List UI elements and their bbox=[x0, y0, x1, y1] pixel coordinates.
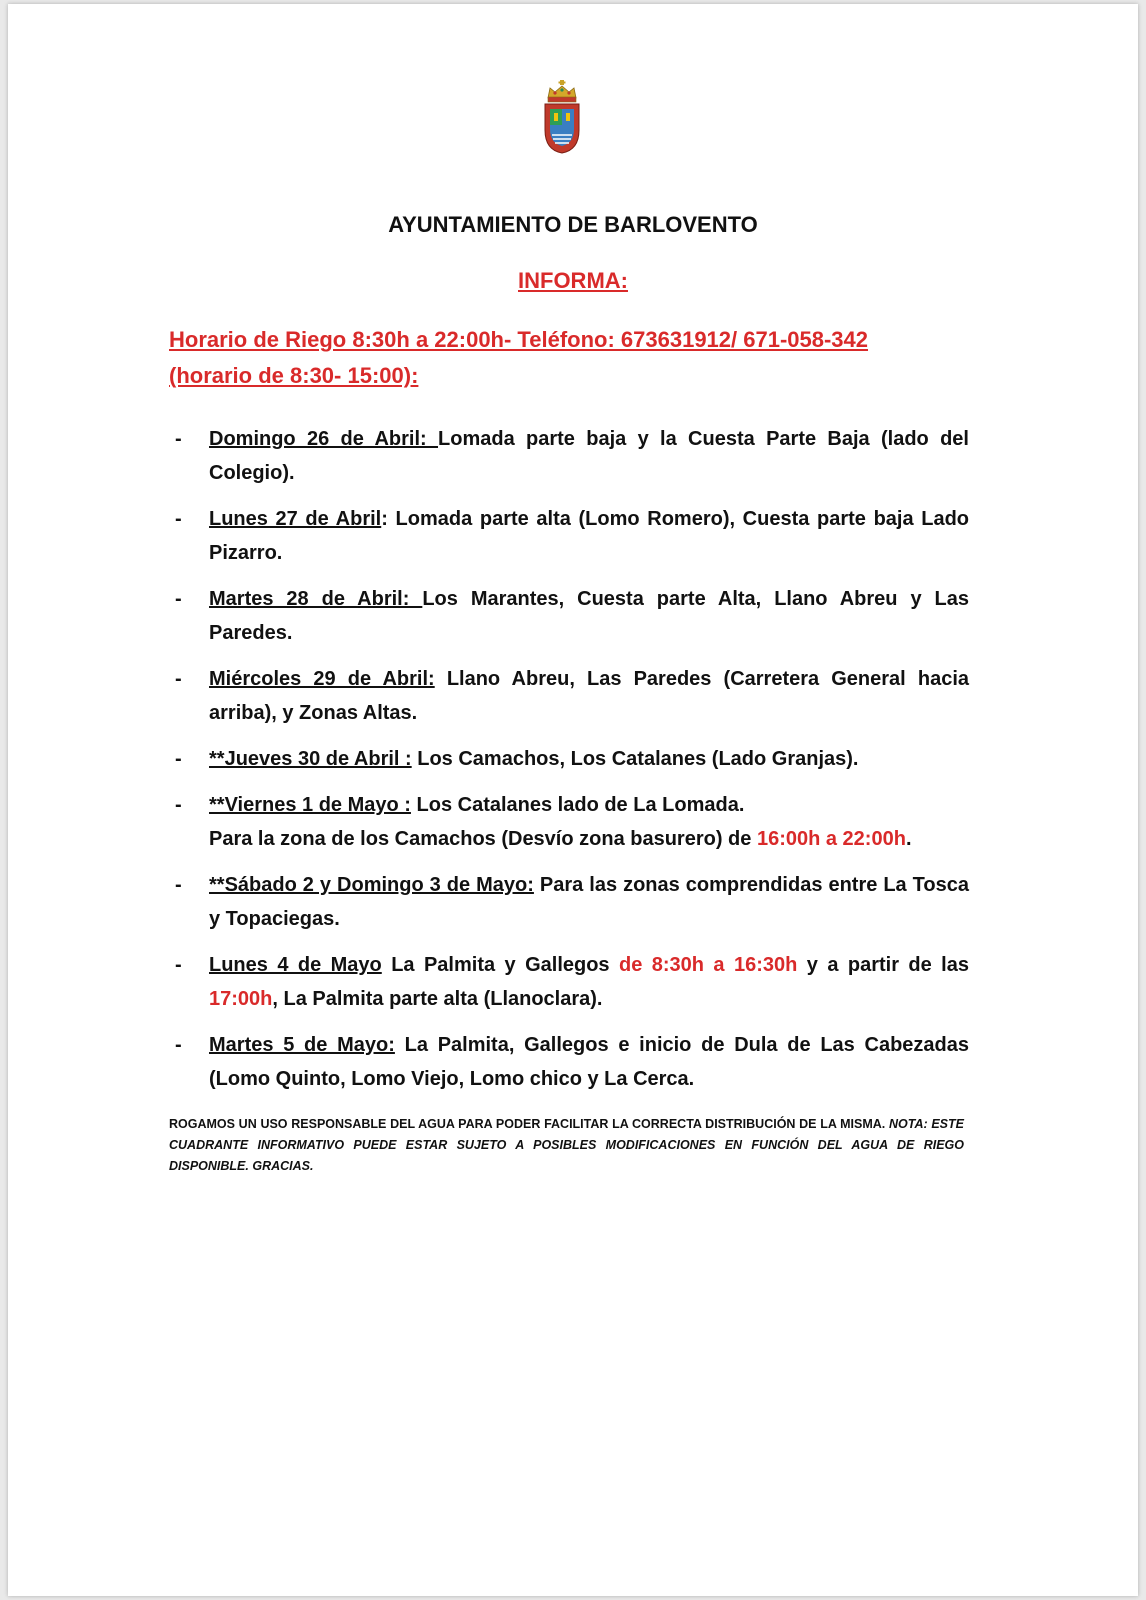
schedule-day: Miércoles 29 de Abril: bbox=[209, 668, 435, 690]
schedule-day: **Viernes 1 de Mayo : bbox=[209, 794, 411, 816]
schedule-item bbox=[169, 742, 969, 776]
coat-of-arms-icon bbox=[543, 80, 581, 154]
bullet-dash: - bbox=[175, 954, 182, 976]
schedule-areas: Los Marantes, Cuesta parte Alta, Llano Abreu y Las Paredes. bbox=[209, 588, 969, 644]
schedule-areas: Para las zonas comprendidas entre La Tosca y Topaciegas. bbox=[209, 874, 969, 930]
irrigation-hours-line: Horario de Riego 8:30h a 22:00h- Teléfono: 673631912/ 671-058-342 bbox=[169, 327, 869, 352]
schedule-item bbox=[169, 422, 969, 490]
schedule-item bbox=[169, 948, 969, 1016]
bullet-dash: - bbox=[175, 668, 182, 690]
bullet-dash: - bbox=[175, 1034, 182, 1056]
schedule-day: **Sábado 2 y Domingo 3 de Mayo: bbox=[209, 874, 534, 896]
schedule-day: Domingo 26 de Abril: bbox=[209, 428, 439, 450]
footer-request: ROGAMOS UN USO RESPONSABLE DEL AGUA PARA PODER FACILITAR LA CORRECTA DISTRIBUCIÓN DE LA MISMA. bbox=[169, 1117, 889, 1131]
schedule-day: Martes 28 de Abril: bbox=[209, 588, 423, 610]
schedule-note: Para la zona de los Camachos (Desvío zona basurero) de bbox=[209, 828, 757, 850]
document-page bbox=[8, 4, 1138, 1596]
schedule-day: Lunes 4 de Mayo bbox=[209, 954, 382, 976]
irrigation-schedule-list bbox=[169, 422, 969, 1108]
bullet-dash: - bbox=[175, 508, 182, 530]
schedule-item bbox=[169, 662, 969, 730]
office-hours-line: (horario de 8:30- 15:00): bbox=[169, 363, 419, 388]
irrigation-hours-heading bbox=[169, 322, 969, 394]
schedule-time-range: de 8:30h a 16:30h bbox=[618, 954, 798, 976]
footer-notice bbox=[169, 1114, 964, 1177]
schedule-item bbox=[169, 788, 969, 856]
schedule-note-end: . bbox=[905, 828, 912, 850]
schedule-areas: La Palmita y Gallegos bbox=[381, 954, 619, 976]
bullet-dash: - bbox=[175, 428, 182, 450]
schedule-day: Lunes 27 de Abril bbox=[209, 508, 382, 530]
schedule-time-start: 17:00h bbox=[209, 988, 273, 1010]
schedule-areas: Los Camachos, Los Catalanes (Lado Granjas). bbox=[411, 748, 859, 770]
schedule-areas: y a partir de las bbox=[797, 954, 969, 976]
schedule-areas: Llano Abreu, Las Paredes (Carretera General hacia arriba), y Zonas Altas. bbox=[209, 668, 970, 724]
bullet-dash: - bbox=[175, 588, 182, 610]
informa-heading: INFORMA: bbox=[518, 268, 628, 293]
bullet-dash: - bbox=[175, 874, 182, 896]
schedule-day: Martes 5 de Mayo: bbox=[209, 1034, 395, 1056]
schedule-areas: La Palmita, Gallegos e inicio de Dula de Las Cabezadas (Lomo Quinto, Lomo Viejo, Lomo chico y La Cerca. bbox=[209, 1034, 970, 1090]
schedule-areas: Los Catalanes lado de La Lomada. bbox=[410, 794, 745, 816]
schedule-item bbox=[169, 502, 969, 570]
schedule-item bbox=[169, 582, 969, 650]
schedule-time-range: 16:00h a 22:00h bbox=[756, 828, 906, 850]
schedule-day: **Jueves 30 de Abril : bbox=[209, 748, 412, 770]
schedule-areas: : Lomada parte alta (Lomo Romero), Cuesta parte baja Lado Pizarro. bbox=[209, 508, 970, 564]
bullet-dash: - bbox=[175, 748, 182, 770]
page-title: AYUNTAMIENTO DE BARLOVENTO bbox=[388, 212, 758, 237]
schedule-areas: Lomada parte baja y la Cuesta Parte Baja (lado del Colegio). bbox=[209, 428, 969, 484]
schedule-item bbox=[169, 1028, 969, 1096]
schedule-areas: , La Palmita parte alta (Llanoclara). bbox=[272, 988, 603, 1010]
footer-note: NOTA: ESTE CUADRANTE INFORMATIVO PUEDE ESTAR SUJETO A POSIBLES MODIFICACIONES EN FUNCIÓN DEL AGUA DE RIEGO DISPONIBLE. GRACIAS. bbox=[169, 1117, 964, 1173]
bullet-dash: - bbox=[175, 794, 182, 816]
schedule-item bbox=[169, 868, 969, 936]
